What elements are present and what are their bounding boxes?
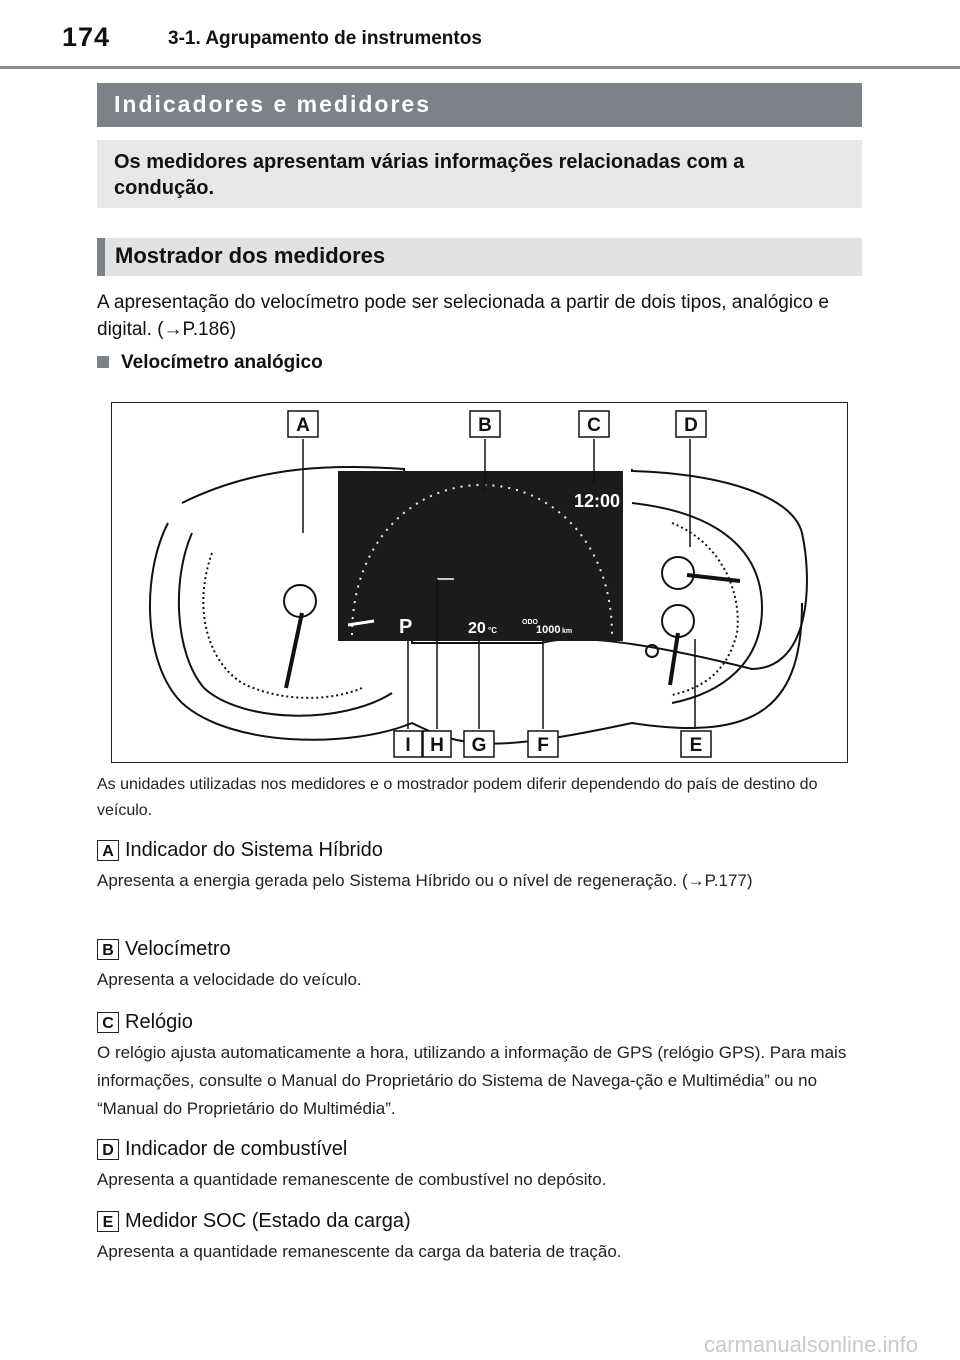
item-letter: B — [97, 939, 119, 960]
callout-g: G — [471, 735, 487, 756]
clock-readout: 12:00 — [574, 491, 621, 511]
fuel-gauge-needle — [687, 575, 740, 581]
bullet-text: Velocímetro analógico — [121, 352, 323, 373]
cluster-illustration — [112, 403, 849, 764]
odometer-readout: 1000 — [536, 624, 561, 636]
instrument-cluster-figure — [111, 402, 848, 763]
item-clock — [97, 1011, 872, 1123]
callout-h: H — [430, 735, 444, 756]
soc-gauge-pivot — [662, 605, 694, 637]
body-paragraph: A apresentação do velocímetro pode ser selecionada a partir de dois tipos, analógico e digital. (→P.186) — [97, 292, 829, 340]
item-description: Apresenta a quantidade remanescente da carga da bateria de tração. — [97, 1242, 622, 1261]
item-speedometer — [97, 938, 872, 994]
item-description: Apresenta a velocidade do veículo. — [97, 970, 362, 989]
temperature-unit: °C — [488, 626, 497, 635]
odo-label: ODO — [522, 619, 538, 626]
item-letter: D — [97, 1139, 119, 1160]
soc-gauge-needle — [670, 633, 678, 685]
callout-e: E — [689, 735, 703, 756]
item-description: Apresenta a quantidade remanescente de combustível no depósito. — [97, 1170, 607, 1189]
item-soc-meter — [97, 1210, 872, 1266]
units-note: As unidades utilizadas nos medidores e o mostrador podem diferir dependendo do país de destino do veículo. — [97, 776, 818, 819]
bullet-square-icon — [97, 356, 109, 368]
subsection-heading — [97, 238, 862, 276]
item-title: Velocímetro — [125, 938, 231, 960]
header-divider — [0, 66, 960, 69]
page-number: 174 — [62, 22, 111, 52]
hybrid-gauge-pivot — [284, 585, 316, 617]
callout-b: B — [478, 415, 492, 436]
item-letter: A — [97, 840, 119, 861]
item-title: Indicador do Sistema Híbrido — [125, 839, 383, 861]
item-fuel-indicator — [97, 1138, 872, 1194]
chapter-title: 3-1. Agrupamento de instrumentos — [168, 28, 482, 49]
temperature-readout: 20 — [468, 620, 486, 637]
item-letter: E — [97, 1211, 119, 1232]
watermark: carmanualsonline.info — [703, 1332, 918, 1357]
item-title: Indicador de combustível — [125, 1138, 348, 1160]
item-hybrid-indicator — [97, 839, 872, 895]
odometer-unit: km — [562, 628, 573, 635]
fuel-gauge-pivot — [662, 557, 694, 589]
subsection-title: Mostrador dos medidores — [115, 243, 386, 268]
hybrid-gauge-needle — [286, 613, 302, 688]
callout-f: F — [537, 735, 549, 756]
intro-box — [97, 140, 862, 208]
callout-i: I — [405, 735, 411, 756]
item-letter: C — [97, 1012, 119, 1033]
item-description: Apresenta a energia gerada pelo Sistema Híbrido ou o nível de regeneração. (→P.177) — [97, 871, 753, 890]
section-heading — [97, 83, 862, 127]
section-title: Indicadores e medidores — [114, 91, 431, 117]
intro-text: Os medidores apresentam várias informações relacionadas com a condução. — [114, 151, 745, 199]
gear-indicator: P — [399, 616, 413, 638]
item-description: O relógio ajusta automaticamente a hora, utilizando a informação de GPS (relógio GPS). Para mais informações, consulte o Manual do Proprietário do Sistema de Navega-ção e Multimédia” ou no “Manual do Proprietário do Multimédia”. — [97, 1043, 847, 1118]
item-title: Relógio — [125, 1011, 193, 1033]
callout-a: A — [296, 415, 310, 436]
callout-c: C — [587, 415, 601, 436]
item-title: Medidor SOC (Estado da carga) — [125, 1210, 411, 1232]
callout-d: D — [684, 415, 698, 436]
bullet-heading — [97, 352, 323, 374]
